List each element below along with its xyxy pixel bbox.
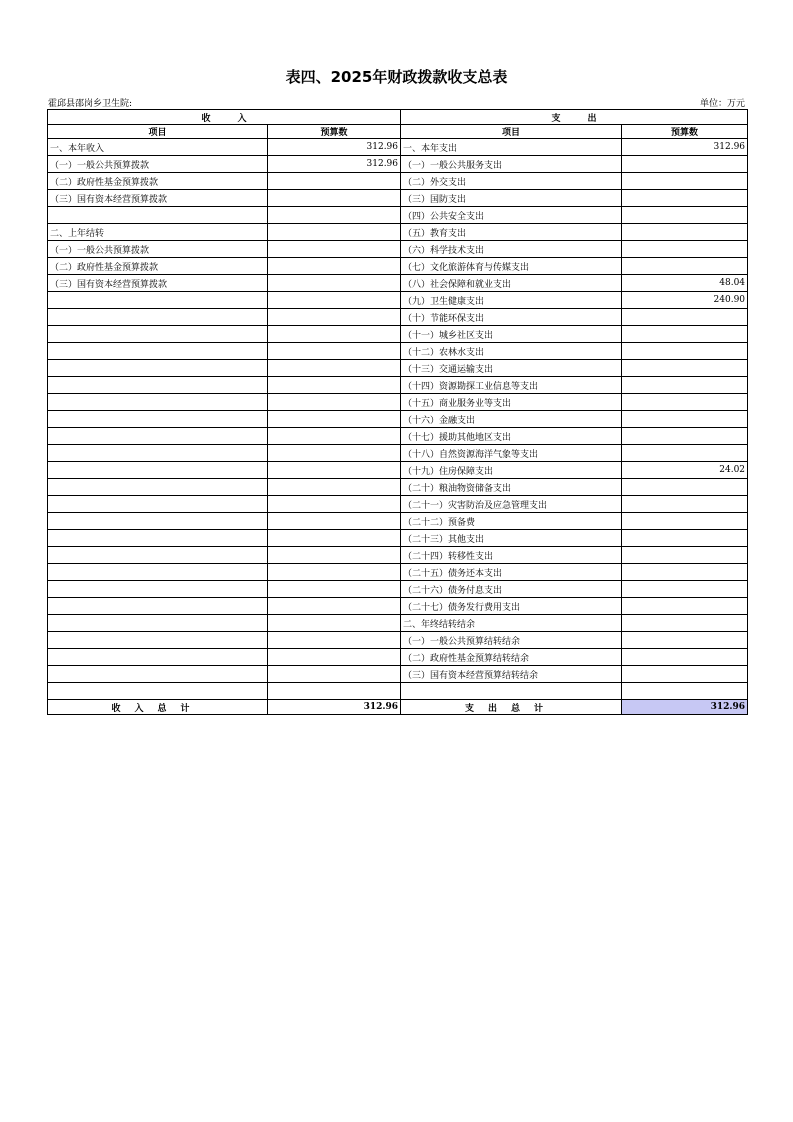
income-item-cell <box>48 394 268 411</box>
income-item-cell: 一、本年收入 <box>48 139 268 156</box>
expense-item-cell: （十）节能环保支出 <box>401 309 622 326</box>
income-item-header: 项目 <box>48 125 268 139</box>
income-value-cell <box>268 360 401 377</box>
expense-item-cell: （二）外交支出 <box>401 173 622 190</box>
table-row <box>48 207 748 224</box>
income-value-cell <box>268 241 401 258</box>
income-item-cell <box>48 343 268 360</box>
expense-item-cell: （一）一般公共服务支出 <box>401 156 622 173</box>
expense-item-cell: （三）国有资本经营预算结转结余 <box>401 666 622 683</box>
table-row <box>48 683 748 700</box>
expense-value-cell <box>622 258 748 275</box>
expense-value-cell <box>622 683 748 700</box>
expense-item-cell: （二十一）灾害防治及应急管理支出 <box>401 496 622 513</box>
table-row <box>48 530 748 547</box>
expense-value-cell <box>622 632 748 649</box>
income-item-cell: （二）政府性基金预算拨款 <box>48 173 268 190</box>
table-row <box>48 632 748 649</box>
expense-budget-header: 预算数 <box>622 125 748 139</box>
expense-item-cell: （九）卫生健康支出 <box>401 292 622 309</box>
expense-item-cell: （二十七）债务发行费用支出 <box>401 598 622 615</box>
income-value-cell <box>268 377 401 394</box>
expense-value-cell <box>622 360 748 377</box>
page-title: 表四、2025年财政拨款收支总表 <box>285 68 508 86</box>
income-value-cell: 312.96 <box>268 156 401 173</box>
expense-value-cell <box>622 564 748 581</box>
income-item-cell <box>48 411 268 428</box>
expense-item-cell: （二十）粮油物资储备支出 <box>401 479 622 496</box>
expense-value-cell <box>622 547 748 564</box>
column-header-row <box>48 125 748 139</box>
income-item-cell <box>48 360 268 377</box>
expense-value-cell <box>622 309 748 326</box>
income-item-cell <box>48 632 268 649</box>
expense-value-cell <box>622 649 748 666</box>
income-value-cell <box>268 394 401 411</box>
income-value-cell <box>268 445 401 462</box>
expense-item-cell: （二十五）债务还本支出 <box>401 564 622 581</box>
section-header-row <box>48 110 748 125</box>
income-value-cell <box>268 275 401 292</box>
table-row <box>48 173 748 190</box>
income-value-cell <box>268 683 401 700</box>
income-item-cell: （二）政府性基金预算拨款 <box>48 258 268 275</box>
expense-value-cell <box>622 615 748 632</box>
expense-item-cell: （二十六）债务付息支出 <box>401 581 622 598</box>
expense-header: 支 出 <box>401 110 748 125</box>
expense-item-cell: （十四）资源勘探工业信息等支出 <box>401 377 622 394</box>
income-value-cell <box>268 207 401 224</box>
income-item-cell: （三）国有资本经营预算拨款 <box>48 275 268 292</box>
expense-item-cell: （十八）自然资源海洋气象等支出 <box>401 445 622 462</box>
income-value-cell <box>268 428 401 445</box>
table-row <box>48 394 748 411</box>
expense-item-cell: （二十二）预备费 <box>401 513 622 530</box>
totals-row <box>48 700 748 715</box>
income-item-cell <box>48 377 268 394</box>
table-row <box>48 190 748 207</box>
income-value-cell <box>268 224 401 241</box>
income-value-cell <box>268 411 401 428</box>
income-item-cell <box>48 513 268 530</box>
table-row <box>48 615 748 632</box>
table-row <box>48 445 748 462</box>
expense-item-cell: （十三）交通运输支出 <box>401 360 622 377</box>
expense-item-cell: （八）社会保障和就业支出 <box>401 275 622 292</box>
income-value-cell <box>268 173 401 190</box>
income-value-cell <box>268 598 401 615</box>
expense-total-value: 312.96 <box>622 700 748 715</box>
income-total-value: 312.96 <box>268 700 401 715</box>
expense-value-cell <box>622 666 748 683</box>
income-value-cell <box>268 190 401 207</box>
expense-value-cell <box>622 411 748 428</box>
income-item-cell <box>48 326 268 343</box>
table-row <box>48 666 748 683</box>
income-item-cell <box>48 479 268 496</box>
income-budget-header: 预算数 <box>268 125 401 139</box>
expense-value-cell <box>622 343 748 360</box>
income-item-cell <box>48 496 268 513</box>
table-row <box>48 224 748 241</box>
expense-value-cell: 312.96 <box>622 139 748 156</box>
expense-item-cell: （十一）城乡社区支出 <box>401 326 622 343</box>
income-value-cell <box>268 632 401 649</box>
income-item-cell <box>48 445 268 462</box>
income-item-cell <box>48 309 268 326</box>
table-row <box>48 581 748 598</box>
expense-value-cell: 48.04 <box>622 275 748 292</box>
income-value-cell <box>268 326 401 343</box>
income-item-cell <box>48 615 268 632</box>
income-item-cell <box>48 666 268 683</box>
table-row <box>48 598 748 615</box>
table-row <box>48 462 748 479</box>
income-value-cell <box>268 530 401 547</box>
income-value-cell <box>268 564 401 581</box>
expense-value-cell <box>622 581 748 598</box>
table-row <box>48 258 748 275</box>
expense-value-cell: 240.90 <box>622 292 748 309</box>
expense-item-cell: 二、年终结转结余 <box>401 615 622 632</box>
expense-value-cell <box>622 377 748 394</box>
income-item-cell <box>48 598 268 615</box>
expense-item-cell: （十五）商业服务业等支出 <box>401 394 622 411</box>
expense-value-cell <box>622 479 748 496</box>
expense-value-cell <box>622 190 748 207</box>
expense-item-cell: （十七）援助其他地区支出 <box>401 428 622 445</box>
income-value-cell <box>268 615 401 632</box>
income-item-cell: （三）国有资本经营预算拨款 <box>48 190 268 207</box>
income-item-cell <box>48 292 268 309</box>
expense-value-cell <box>622 224 748 241</box>
income-item-cell: （一）一般公共预算拨款 <box>48 156 268 173</box>
expense-value-cell <box>622 598 748 615</box>
income-item-cell <box>48 547 268 564</box>
income-value-cell <box>268 292 401 309</box>
income-value-cell <box>268 343 401 360</box>
income-item-cell <box>48 581 268 598</box>
table-row <box>48 139 748 156</box>
expense-total-label: 支出总计 <box>401 700 622 715</box>
table-row <box>48 241 748 258</box>
income-item-cell <box>48 428 268 445</box>
expense-value-cell <box>622 156 748 173</box>
expense-item-cell: （三）国防支出 <box>401 190 622 207</box>
expense-item-cell: （二）政府性基金预算结转结余 <box>401 649 622 666</box>
unit-label: 单位：万元 <box>699 99 745 109</box>
expense-item-cell: （十二）农林水支出 <box>401 343 622 360</box>
income-item-cell <box>48 462 268 479</box>
table-row <box>48 360 748 377</box>
expense-item-cell <box>401 683 622 700</box>
income-value-cell <box>268 666 401 683</box>
income-item-cell <box>48 530 268 547</box>
income-value-cell <box>268 258 401 275</box>
income-value-cell <box>268 479 401 496</box>
expense-value-cell <box>622 207 748 224</box>
income-header: 收 入 <box>48 110 401 125</box>
expense-value-cell <box>622 445 748 462</box>
income-value-cell <box>268 462 401 479</box>
table-row <box>48 547 748 564</box>
income-item-cell <box>48 207 268 224</box>
expense-item-cell: （四）公共安全支出 <box>401 207 622 224</box>
table-row <box>48 496 748 513</box>
budget-table <box>47 109 748 715</box>
table-row <box>48 377 748 394</box>
expense-item-cell: （五）教育支出 <box>401 224 622 241</box>
unit-name: 霍邱县邵岗乡卫生院: <box>48 99 133 109</box>
income-value-cell <box>268 649 401 666</box>
income-total-label: 收入总计 <box>48 700 268 715</box>
expense-item-cell: （十九）住房保障支出 <box>401 462 622 479</box>
expense-value-cell <box>622 394 748 411</box>
table-row <box>48 649 748 666</box>
expense-item-cell: （七）文化旅游体育与传媒支出 <box>401 258 622 275</box>
expense-item-header: 项目 <box>401 125 622 139</box>
expense-value-cell <box>622 513 748 530</box>
expense-value-cell: 24.02 <box>622 462 748 479</box>
income-value-cell <box>268 547 401 564</box>
income-value-cell <box>268 496 401 513</box>
table-row <box>48 292 748 309</box>
table-row <box>48 411 748 428</box>
table-row <box>48 479 748 496</box>
expense-value-cell <box>622 173 748 190</box>
expense-item-cell: 一、本年支出 <box>401 139 622 156</box>
expense-value-cell <box>622 326 748 343</box>
expense-item-cell: （十六）金融支出 <box>401 411 622 428</box>
income-item-cell: 二、上年结转 <box>48 224 268 241</box>
expense-value-cell <box>622 241 748 258</box>
table-row <box>48 275 748 292</box>
expense-item-cell: （六）科学技术支出 <box>401 241 622 258</box>
income-item-cell <box>48 683 268 700</box>
income-value-cell <box>268 581 401 598</box>
income-value-cell: 312.96 <box>268 139 401 156</box>
expense-value-cell <box>622 496 748 513</box>
table-row <box>48 428 748 445</box>
expense-item-cell: （一）一般公共预算结转结余 <box>401 632 622 649</box>
table-row <box>48 513 748 530</box>
table-row <box>48 156 748 173</box>
expense-value-cell <box>622 530 748 547</box>
income-item-cell: （一）一般公共预算拨款 <box>48 241 268 258</box>
income-item-cell <box>48 649 268 666</box>
expense-item-cell: （二十四）转移性支出 <box>401 547 622 564</box>
table-row <box>48 309 748 326</box>
income-value-cell <box>268 513 401 530</box>
table-row <box>48 343 748 360</box>
expense-item-cell: （二十三）其他支出 <box>401 530 622 547</box>
income-item-cell <box>48 564 268 581</box>
income-value-cell <box>268 309 401 326</box>
expense-value-cell <box>622 428 748 445</box>
table-row <box>48 564 748 581</box>
table-row <box>48 326 748 343</box>
